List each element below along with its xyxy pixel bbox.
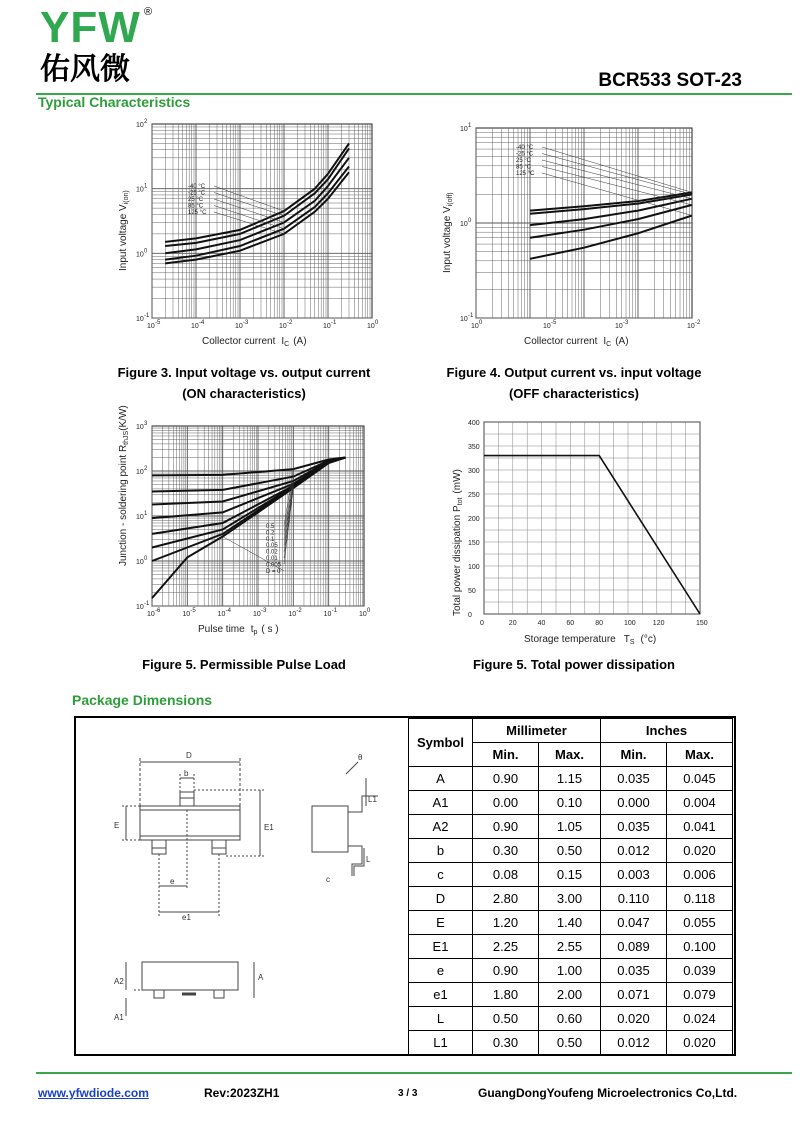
symbol-cell: E1	[409, 935, 473, 959]
table-row	[409, 1031, 733, 1055]
x-tick-exponent: -5	[155, 320, 161, 326]
x-tick-label: 10	[615, 323, 623, 330]
legend-label: 0.005	[266, 562, 282, 569]
y-tick-label: 10	[460, 316, 468, 323]
value-cell: 1.20	[473, 911, 539, 935]
y-axis-label: Input voltage $V_{i(off)}$	[442, 192, 454, 273]
x-tick-exponent: 0	[367, 608, 371, 614]
value-cell: 0.020	[667, 839, 733, 863]
value-cell: 0.071	[601, 983, 667, 1007]
y-tick-label: 10	[460, 126, 468, 133]
y-tick-label: 300	[468, 468, 480, 475]
x-tick-label: 60	[566, 620, 575, 627]
dim-label-A1: A1	[114, 1013, 124, 1022]
dimensions-table	[408, 718, 733, 1055]
figure-3-chart	[100, 116, 390, 356]
symbol-cell: L1	[409, 1031, 473, 1055]
value-cell: 0.039	[667, 959, 733, 983]
symbol-cell: b	[409, 839, 473, 863]
x-tick-exponent: -5	[551, 320, 557, 326]
y-tick-label: 10	[136, 251, 144, 259]
series-line	[530, 192, 692, 210]
legend-label: 0.1	[266, 536, 275, 543]
figure-3	[100, 116, 390, 356]
value-cell: 0.047	[601, 911, 667, 935]
y-tick-exponent: -1	[144, 601, 150, 607]
footer-divider	[36, 1072, 792, 1074]
value-cell: 0.118	[667, 887, 733, 911]
table-row	[409, 815, 733, 839]
y-tick-exponent: 1	[144, 183, 148, 190]
figure-5-pulse-caption: Figure 5. Permissible Pulse Load	[142, 657, 346, 672]
value-cell: 0.079	[667, 983, 733, 1007]
x-tick-label: 10	[217, 611, 226, 618]
x-tick-exponent: 0	[479, 320, 483, 326]
y-tick-label: 10	[136, 424, 144, 431]
x-tick-label: 10	[279, 323, 287, 330]
value-cell: 0.003	[601, 863, 667, 887]
x-tick-exponent: -4	[199, 320, 205, 326]
x-tick-label: 10	[323, 323, 331, 330]
legend-label: 0.2	[266, 530, 275, 537]
value-cell: 0.00	[473, 791, 539, 815]
value-cell: 0.024	[667, 1007, 733, 1031]
x-tick-exponent: -5	[190, 608, 196, 614]
document-title: BCR533 SOT-23	[598, 70, 742, 91]
table-row	[409, 839, 733, 863]
header-symbol: Symbol	[409, 719, 473, 767]
y-tick-exponent: 1	[144, 511, 148, 517]
figure-5-power-chart	[436, 418, 726, 650]
x-tick-label: 20	[508, 620, 517, 627]
figure-5-power-caption: Figure 5. Total power dissipation	[472, 657, 675, 672]
legend-leader	[214, 199, 284, 222]
value-cell: 0.90	[473, 767, 539, 791]
value-cell: 0.110	[601, 887, 667, 911]
dim-label-E1: E1	[264, 823, 274, 832]
legend-label: 25 °C	[516, 158, 532, 164]
package-body-side	[312, 806, 348, 852]
y-axis-label: Total power dissipation $P_{tot}(mW)$	[452, 469, 464, 616]
value-cell: 2.00	[539, 983, 601, 1007]
value-cell: 0.10	[539, 791, 601, 815]
y-tick-label: 0	[468, 612, 472, 619]
value-cell: 0.100	[667, 935, 733, 959]
value-cell: 0.30	[473, 1031, 539, 1055]
y-tick-label: 10	[136, 316, 144, 323]
y-axis-label: Junction - soldering point $R_{thJS}(K/W)$	[118, 405, 130, 566]
y-tick-exponent: 2	[144, 119, 148, 125]
figure-3-caption: Figure 3. Input voltage vs. output current (ON characteristics)	[117, 365, 371, 401]
x-tick-label: 10	[323, 611, 332, 618]
value-cell: 0.60	[539, 1007, 601, 1031]
package-body-front	[142, 962, 238, 990]
value-cell: 0.089	[601, 935, 667, 959]
x-tick-label: 120	[652, 620, 665, 627]
y-tick-exponent: -1	[144, 313, 150, 319]
series-line	[152, 458, 346, 599]
dim-label-D: D	[186, 751, 192, 760]
footer-website-link[interactable]: www.yfwdiode.com	[38, 1086, 149, 1100]
value-cell: 0.020	[601, 1007, 667, 1031]
y-tick-label: 10	[136, 604, 144, 611]
value-cell: 3.00	[539, 887, 601, 911]
x-tick-exponent: -2	[695, 320, 701, 326]
x-tick-label: 10	[471, 323, 479, 330]
y-tick-label: 10	[460, 221, 468, 228]
table-row	[409, 887, 733, 911]
x-tick-exponent: -2	[296, 608, 302, 614]
x-tick-label: 100	[624, 620, 636, 627]
table-row	[409, 863, 733, 887]
legend-label: 85 °C	[516, 164, 532, 171]
table-row	[409, 959, 733, 983]
y-tick-label: 10	[136, 186, 144, 194]
x-tick-exponent: -1	[331, 608, 338, 614]
header-in-max: Max.	[667, 743, 733, 767]
value-cell: 0.041	[667, 815, 733, 839]
value-cell: 0.035	[601, 767, 667, 791]
figure-4-chart	[436, 116, 726, 356]
x-tick-exponent: -2	[287, 320, 293, 326]
x-tick-exponent: -3	[243, 320, 249, 326]
dim-label-L1: L1	[368, 795, 377, 804]
section-typical-characteristics: Typical Characteristics	[38, 94, 191, 110]
dim-label-c: c	[326, 875, 330, 884]
x-tick-exponent: -1	[331, 320, 337, 326]
header-in-min: Min.	[601, 743, 667, 767]
value-cell: 2.80	[473, 887, 539, 911]
package-body-top	[140, 806, 240, 840]
footer-revision: Rev:2023ZH1	[204, 1086, 280, 1100]
x-tick-label: 10	[182, 611, 191, 618]
x-tick-label: 10	[543, 323, 551, 330]
value-cell: 0.020	[667, 1031, 733, 1055]
symbol-cell: E	[409, 911, 473, 935]
y-tick-exponent: -1	[468, 313, 474, 319]
dim-label-b: b	[184, 769, 189, 778]
symbol-cell: D	[409, 887, 473, 911]
value-cell: 2.55	[539, 935, 601, 959]
legend-label: 0.01	[266, 556, 278, 562]
figure-5-pulse	[100, 405, 390, 650]
value-cell: 0.50	[539, 1031, 601, 1055]
x-tick-label: 10	[147, 611, 155, 618]
y-tick-exponent: 3	[144, 421, 148, 427]
y-tick-label: 100	[468, 564, 480, 571]
figure-5-pulse-chart	[100, 405, 390, 650]
y-tick-label: 350	[468, 444, 480, 451]
y-tick-label: 250	[468, 492, 480, 499]
x-tick-label: 10	[288, 611, 297, 618]
footer-page-number: 3 / 3	[398, 1088, 418, 1099]
value-cell: 0.012	[601, 839, 667, 863]
y-tick-exponent: 2	[144, 466, 148, 472]
symbol-cell: A	[409, 767, 473, 791]
section-package-dimensions: Package Dimensions	[72, 692, 213, 708]
y-axis-label: Input voltage $V_{i(on)}$	[118, 190, 130, 271]
symbol-cell: A1	[409, 791, 473, 815]
legend-label: 85 °C	[188, 203, 204, 210]
x-tick-label: 10	[367, 323, 375, 330]
x-tick-label: 10	[147, 323, 155, 330]
x-tick-label: 10	[253, 611, 261, 618]
x-tick-exponent: -4	[225, 608, 232, 614]
figure-4-caption: Figure 4. Output current vs. input voltage (OFF characteristics)	[446, 365, 702, 401]
y-tick-exponent: 0	[144, 556, 148, 562]
value-cell: 1.00	[539, 959, 601, 983]
value-cell: 0.035	[601, 959, 667, 983]
legend-label: 125 °C	[516, 171, 535, 177]
logo-chinese: 佑风微	[40, 52, 130, 87]
y-tick-label: 150	[468, 540, 480, 547]
x-axis-label: Storage temperature $T_S$ (°c)	[524, 634, 657, 646]
dim-label-L: L	[366, 855, 371, 864]
y-tick-label: 10	[136, 514, 144, 521]
value-cell: 0.50	[539, 839, 601, 863]
y-tick-exponent: 1	[468, 123, 472, 129]
logo-text: YFW	[40, 3, 141, 52]
value-cell: 0.15	[539, 863, 601, 887]
x-tick-label: 0	[480, 620, 484, 627]
y-tick-exponent: 0	[144, 248, 148, 255]
dim-label-A2: A2	[114, 977, 124, 986]
value-cell: 1.40	[539, 911, 601, 935]
footer-company: GuangDongYoufeng Microelectronics Co,Ltd.	[478, 1086, 738, 1100]
legend-label: 0.02	[266, 549, 278, 556]
figure-4	[436, 116, 726, 356]
x-axis-label: Pulse time $t_p$ ( s )	[198, 624, 279, 636]
value-cell: 1.80	[473, 983, 539, 1007]
y-tick-label: 10	[136, 469, 144, 476]
x-tick-label: 40	[537, 620, 546, 627]
x-tick-label: 10	[235, 323, 243, 330]
x-axis-label: Collector current $I_C$ (A)	[202, 336, 307, 348]
value-cell: 0.045	[667, 767, 733, 791]
figure-5-power	[436, 418, 726, 650]
x-tick-exponent: -3	[261, 608, 267, 614]
y-tick-label: 200	[468, 516, 480, 523]
legend-label: 125 °C	[188, 210, 207, 216]
legend-leader	[214, 193, 284, 216]
value-cell: 0.004	[667, 791, 733, 815]
y-tick-label: 50	[468, 588, 476, 595]
x-tick-label: 80	[595, 620, 603, 627]
value-cell: 2.25	[473, 935, 539, 959]
dim-label-theta: θ	[358, 753, 363, 762]
y-tick-exponent: 0	[468, 218, 472, 224]
x-tick-label: 10	[687, 323, 695, 330]
header-mm-max: Max.	[539, 743, 601, 767]
table-row	[409, 1007, 733, 1031]
legend-label: 0.05	[266, 543, 278, 550]
value-cell: 0.08	[473, 863, 539, 887]
legend-label: 0.5	[266, 524, 275, 530]
value-cell: 1.05	[539, 815, 601, 839]
value-cell: 0.90	[473, 815, 539, 839]
legend-label: -25 °C	[516, 151, 534, 158]
x-axis-label: Collector current $I_C$ (A)	[524, 336, 629, 348]
value-cell: 0.012	[601, 1031, 667, 1055]
header-millimeter: Millimeter	[473, 719, 601, 743]
symbol-cell: A2	[409, 815, 473, 839]
table-row	[409, 935, 733, 959]
company-logo	[40, 3, 141, 52]
value-cell: 0.006	[667, 863, 733, 887]
power-curve	[484, 456, 700, 614]
legend-label: -40 °C	[188, 184, 206, 190]
value-cell: 1.15	[539, 767, 601, 791]
x-tick-label: 150	[696, 620, 708, 627]
value-cell: 0.035	[601, 815, 667, 839]
y-tick-label: 10	[136, 122, 144, 129]
package-drawing	[90, 740, 390, 1040]
series-line	[530, 205, 692, 238]
dim-label-e1: e1	[182, 913, 191, 922]
dim-label-e: e	[170, 877, 175, 886]
x-tick-exponent: -6	[155, 608, 161, 614]
table-row	[409, 983, 733, 1007]
symbol-cell: c	[409, 863, 473, 887]
x-tick-exponent: -3	[623, 320, 629, 326]
x-tick-label: 10	[359, 611, 367, 618]
value-cell: 0.50	[473, 1007, 539, 1031]
x-tick-exponent: 0	[375, 320, 379, 326]
x-tick-label: 10	[191, 323, 199, 330]
header-mm-min: Min.	[473, 743, 539, 767]
dim-label-E: E	[114, 821, 120, 830]
y-tick-label: 400	[468, 420, 480, 427]
value-cell: 0.90	[473, 959, 539, 983]
legend-leader	[542, 154, 692, 195]
legend-label: D = 0	[266, 568, 281, 575]
symbol-cell: e	[409, 959, 473, 983]
table-row	[409, 767, 733, 791]
legend-label: 25 °C	[188, 197, 204, 203]
y-tick-label: 10	[136, 559, 144, 566]
header-inches: Inches	[601, 719, 733, 743]
value-cell: 0.000	[601, 791, 667, 815]
dim-label-A: A	[258, 973, 264, 982]
table-row	[409, 911, 733, 935]
value-cell: 0.055	[667, 911, 733, 935]
symbol-cell: e1	[409, 983, 473, 1007]
legend-label: -25 °C	[188, 190, 206, 197]
symbol-cell: L	[409, 1007, 473, 1031]
value-cell: 0.30	[473, 839, 539, 863]
legend-label: -40 °C	[516, 145, 534, 151]
table-row	[409, 791, 733, 815]
registered-mark: ®	[144, 6, 153, 18]
